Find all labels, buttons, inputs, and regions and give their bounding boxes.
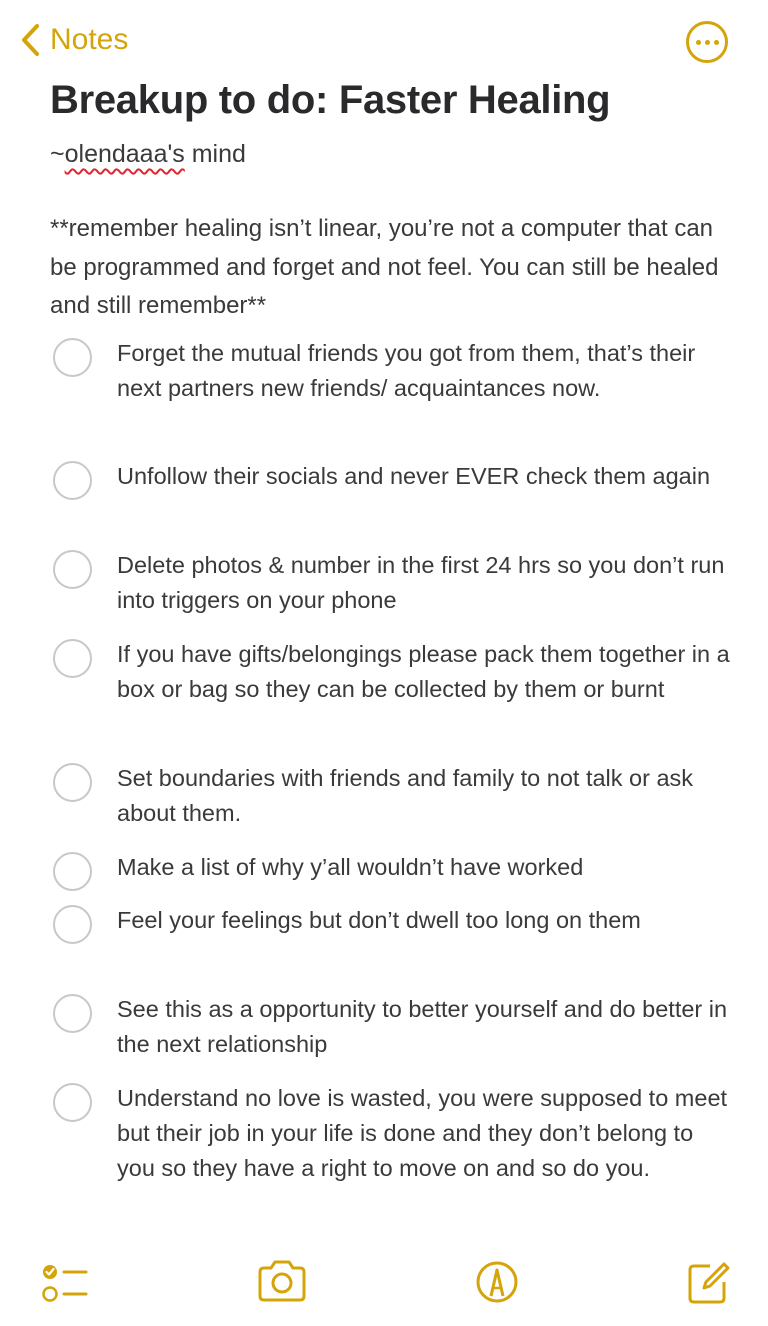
markup-pen-icon [474,1256,520,1306]
camera-icon [256,1256,308,1306]
checklist-item-text[interactable]: Unfollow their socials and never EVER check them again [117,463,711,489]
checkbox-circle[interactable] [53,852,92,891]
checklist-item-text[interactable]: Set boundaries with friends and family to not talk or ask about them. [117,765,694,826]
compose-icon [686,1256,730,1306]
checklist-item-text[interactable]: Feel your feelings but don’t dwell too long on them [117,907,641,933]
chevron-left-icon [20,23,40,57]
back-label: Notes [50,23,129,56]
misspelled-word[interactable]: olendaaa's [64,140,185,168]
checkbox-circle[interactable] [53,639,92,678]
markup-button[interactable] [474,1256,520,1306]
ellipsis-dot [705,40,710,45]
subtitle-prefix: ~ [50,140,65,168]
note-title[interactable]: Breakup to do: Faster Healing [50,78,611,122]
checkbox-circle[interactable] [53,1083,92,1122]
note-subtitle[interactable] [50,139,246,169]
checkbox-circle[interactable] [53,994,92,1033]
ellipsis-dot [714,40,719,45]
checklist-item-text[interactable]: Forget the mutual friends you got from them, that’s their next partners new friends/ acquaintances now. [117,340,696,401]
bottom-toolbar [0,1256,768,1316]
checkbox-circle[interactable] [53,905,92,944]
checkbox-circle[interactable] [53,338,92,377]
checklist-item-text[interactable]: If you have gifts/belongings please pack them together in a box or bag so they can be collected by them or burnt [117,641,730,702]
compose-button[interactable] [686,1256,730,1306]
more-options-button[interactable] [686,21,728,63]
checklist-button[interactable] [40,1256,90,1306]
checklist-item-text[interactable]: Delete photos & number in the first 24 hrs so you don’t run into triggers on your phone [117,552,725,613]
checklist-item-text[interactable]: See this as a opportunity to better yourself and do better in the next relationship [117,996,728,1057]
checklist-icon [40,1256,90,1306]
checkbox-circle[interactable] [53,550,92,589]
subtitle-rest: mind [184,140,246,168]
checklist-item-text[interactable]: Make a list of why y’all wouldn’t have worked [117,854,584,880]
checkbox-circle[interactable] [53,461,92,500]
ellipsis-icon [696,40,701,45]
back-button[interactable] [20,20,128,60]
checkbox-circle[interactable] [53,763,92,802]
note-intro-text[interactable]: **remember healing isn’t linear, you’re not a computer that can be programmed and forget and not feel. You can still be healed and still remember** [50,215,719,319]
checklist-item-text[interactable]: Understand no love is wasted, you were supposed to meet but their job in your life is done and they don’t belong to you so they have a right to move on and so do you. [117,1085,728,1181]
camera-button[interactable] [256,1256,308,1306]
